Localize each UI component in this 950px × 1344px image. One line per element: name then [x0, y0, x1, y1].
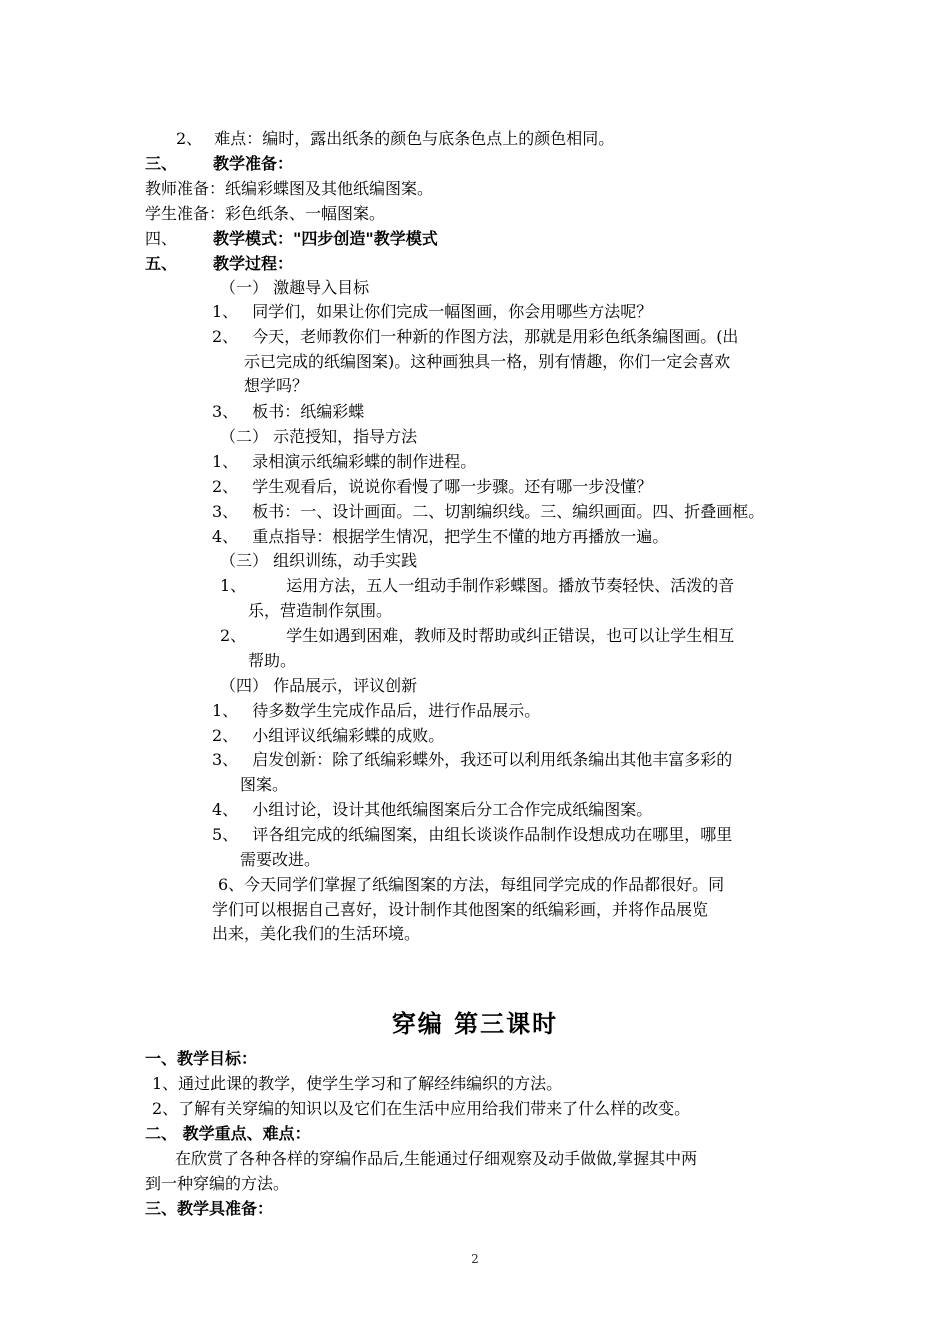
closing-paragraph: 6、今天同学们掌握了纸编图案的方法，每组同学完成的作品都很好。同	[218, 875, 725, 894]
list-item-cont: 图案。	[240, 775, 289, 794]
key-text: 在欣赏了各种各样的穿编作品后,生能通过仔细观察及动手做做,掌握其中两	[175, 1149, 698, 1168]
difficulty-text: 难点：编时，露出纸条的颜色与底条色点上的颜色相同。	[214, 129, 615, 148]
prep-heading: 三、 教学准备：	[145, 154, 294, 173]
list-item: 4、 小组讨论，设计其他纸编图案后分工合作完成纸编图案。	[212, 800, 653, 819]
prep-heading-lesson3: 三、教学具准备：	[145, 1199, 274, 1218]
goal-heading: 一、教学目标：	[145, 1049, 258, 1068]
list-item: 1、 待多数学生完成作品后，进行作品展示。	[212, 701, 541, 720]
list-item: 3、 启发创新：除了纸编彩蝶外，我还可以利用纸条编出其他丰富多彩的	[212, 750, 733, 769]
student-prep: 学生准备：彩色纸条、一幅图案。	[145, 204, 386, 223]
list-item-cont: 帮助。	[248, 651, 297, 670]
list-item: 3、 板书：一、设计画面。二、切割编织线。三、编织画面。四、折叠画框。	[212, 502, 765, 521]
goal-item: 1、通过此课的教学，使学生学习和了解经纬编织的方法。	[152, 1074, 563, 1093]
lesson-title: 穿编 第三课时	[391, 1009, 559, 1038]
key-text-cont: 到一种穿编的方法。	[145, 1174, 290, 1193]
goal-item: 2、了解有关穿编的知识以及它们在生活中应用给我们带来了什么样的改变。	[152, 1099, 691, 1118]
list-item: 5、 评各组完成的纸编图案，由组长谈谈作品制作设想成功在哪里，哪里	[212, 825, 733, 844]
key-heading: 二、 教学重点、难点：	[145, 1124, 311, 1143]
closing-paragraph-cont: 出来，美化我们的生活环境。	[212, 924, 421, 943]
list-item: 1、 运用方法，五人一组动手制作彩蝶图。播放节奏轻快、活泼的音	[220, 576, 735, 595]
step2-heading: （二） 示范授知，指导方法	[220, 427, 418, 446]
list-item: 1、 同学们，如果让你们完成一幅图画，你会用哪些方法呢？	[212, 302, 653, 321]
list-item: 2、 学生如遇到困难，教师及时帮助或纠正错误，也可以让学生相互	[220, 626, 735, 645]
list-item: 2、 小组评议纸编彩蝶的成败。	[212, 726, 445, 745]
step3-heading: （三） 组织训练，动手实践	[220, 551, 418, 570]
mode-heading: 四、 教学模式："四步创造"教学模式	[145, 229, 438, 248]
list-item: 2、 今天，老师教你们一种新的作图方法，那就是用彩色纸条编图画。(出	[212, 327, 739, 346]
list-item: 1、 录相演示纸编彩蝶的制作进程。	[212, 452, 477, 471]
list-item-cont: 示已完成的纸编图案)。这种画独具一格，别有情趣，你们一定会喜欢	[244, 352, 731, 371]
teacher-prep: 教师准备：纸编彩蝶图及其他纸编图案。	[145, 179, 434, 198]
list-item-cont: 乐，营造制作氛围。	[248, 601, 393, 620]
list-number: 2、	[176, 129, 203, 148]
list-item: 4、 重点指导：根据学生情况，把学生不懂的地方再播放一遍。	[212, 527, 669, 546]
list-item-cont: 需要改进。	[240, 850, 321, 869]
closing-paragraph-cont: 学们可以根据自己喜好，设计制作其他图案的纸编彩画，并将作品展览	[212, 900, 709, 919]
list-item-cont: 想学吗？	[244, 376, 309, 395]
list-item: 2、 学生观看后，说说你看慢了哪一步骤。还有哪一步没懂？	[212, 477, 653, 496]
step4-heading: （四） 作品展示，评议创新	[220, 676, 418, 695]
process-heading: 五、 教学过程：	[145, 254, 294, 273]
list-item: 3、 板书：纸编彩蝶	[212, 402, 365, 421]
difficulty-line	[176, 127, 614, 151]
page-number: 2	[471, 1252, 479, 1266]
step1-heading: （一） 激趣导入目标	[220, 278, 370, 297]
